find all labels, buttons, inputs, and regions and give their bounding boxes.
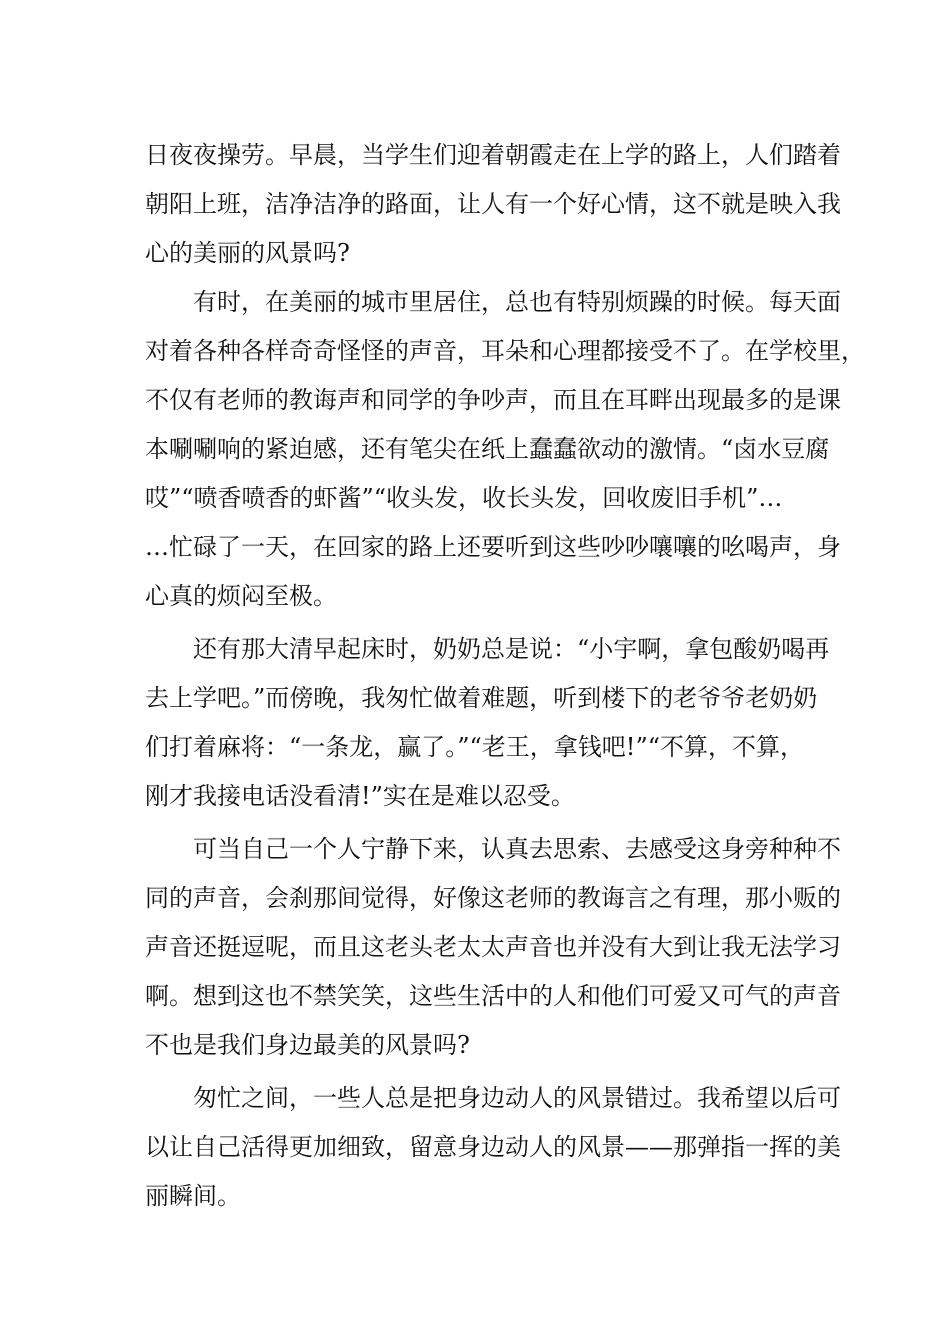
text-line: 不仅有老师的教诲声和同学的争吵声，而且在耳畔出现最多的是课 — [145, 386, 841, 414]
text-line: 日夜夜操劳。早晨，当学生们迎着朝霞走在上学的路上，人们踏着 — [145, 141, 841, 169]
text-line: 刚才我接电话没看清!”实在是难以忍受。 — [145, 782, 575, 810]
text-line: 心的美丽的风景吗? — [145, 239, 350, 267]
text-line: 声音还挺逗呢，而且这老头老太太声音也并没有大到让我无法学习 — [145, 933, 841, 961]
paragraph-first-line: 有时，在美丽的城市里居住，总也有特别烦躁的时候。每天面 — [193, 288, 841, 316]
text-line: 心真的烦闷至极。 — [145, 582, 337, 610]
text-line: 去上学吧。”而傍晚，我匆忙做着难题，听到楼下的老爷爷老奶奶 — [145, 684, 818, 712]
paragraph-first-line: 可当自己一个人宁静下来，认真去思索、去感受这身旁种种不 — [193, 835, 841, 863]
text-line: 对着各种各样奇奇怪怪的声音，耳朵和心理都接受不了。在学校里， — [145, 337, 865, 365]
text-line: 以让自己活得更加细致，留意身边动人的风景——那弹指一挥的美 — [145, 1133, 841, 1161]
text-line: 本唰唰响的紧迫感，还有笔尖在纸上蠢蠢欲动的激情。“卤水豆腐 — [145, 435, 830, 463]
paragraph-first-line: 还有那大清早起床时，奶奶总是说：“小宇啊，拿包酸奶喝再 — [193, 635, 830, 663]
text-line: 朝阳上班，洁净洁净的路面，让人有一个好心情，这不就是映入我 — [145, 190, 841, 218]
text-line: …忙碌了一天，在回家的路上还要听到这些吵吵嚷嚷的吆喝声，身 — [145, 533, 841, 561]
paragraph-first-line: 匆忙之间，一些人总是把身边动人的风景错过。我希望以后可 — [193, 1084, 841, 1112]
text-line: 啊。想到这也不禁笑笑，这些生活中的人和他们可爱又可气的声音 — [145, 982, 841, 1010]
text-line: 不也是我们身边最美的风景吗? — [145, 1031, 470, 1059]
text-line: 同的声音，会刹那间觉得，好像这老师的教诲言之有理，那小贩的 — [145, 884, 841, 912]
text-line: 哎”“喷香喷香的虾酱”“收头发，收长头发，回收废旧手机”… — [145, 484, 783, 512]
text-line: 们打着麻将：“一条龙，赢了。”“老王，拿钱吧!”“不算，不算， — [145, 733, 804, 761]
text-line: 丽瞬间。 — [145, 1182, 241, 1210]
